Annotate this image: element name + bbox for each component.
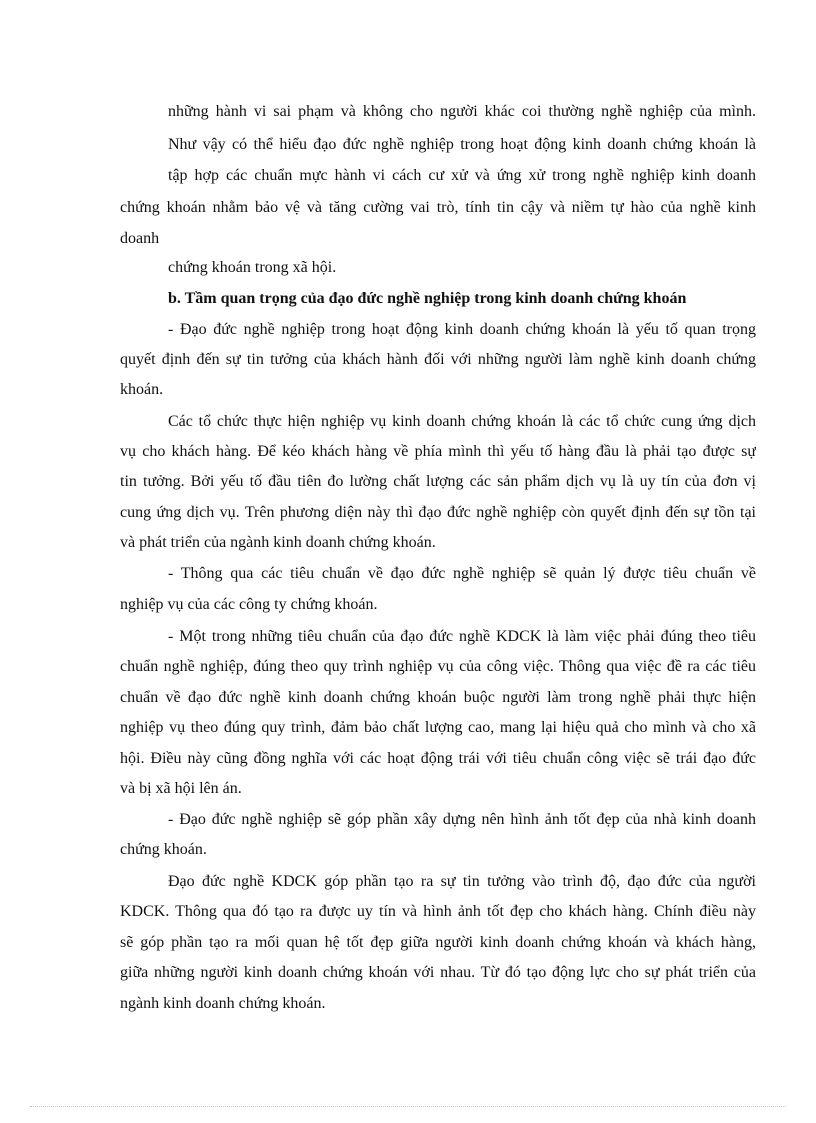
paragraph-line: KDCK. Thông qua đó tạo ra được uy tín và hình ảnh tốt đẹp cho khách hàng. Chính điều này bbox=[120, 903, 756, 920]
paragraph-line: khoán. bbox=[120, 381, 164, 398]
paragraph-line: - Đạo đức nghề nghiệp trong hoạt động kinh doanh chứng khoán là yếu tố quan trọng bbox=[168, 321, 756, 338]
paragraph-line: và phát triển của ngành kinh doanh chứng khoán. bbox=[120, 534, 436, 551]
paragraph-line: tập hợp các chuẩn mực hành vi cách cư xử và ứng xử trong nghề nghiệp kinh doanh bbox=[168, 167, 756, 184]
paragraph-line: cung ứng dịch vụ. Trên phương diện này thì đạo đức nghề nghiệp còn quyết định đến sự tồn tại bbox=[120, 504, 756, 521]
paragraph-line: Như vậy có thể hiểu đạo đức nghề nghiệp trong hoạt động kinh doanh chứng khoán là bbox=[168, 136, 756, 153]
paragraph-line: chứng khoán trong xã hội. bbox=[168, 259, 337, 276]
paragraph-line: ngành kinh doanh chứng khoán. bbox=[120, 995, 326, 1012]
paragraph-line: Đạo đức nghề KDCK góp phần tạo ra sự tin tưởng vào trình độ, đạo đức của người bbox=[168, 873, 756, 890]
paragraph-line: tin tưởng. Bởi yếu tố đầu tiên đo lường chất lượng các sản phẩm dịch vụ là uy tín của đơn vị bbox=[120, 473, 756, 490]
paragraph-line: - Thông qua các tiêu chuẩn về đạo đức nghề nghiệp sẽ quản lý được tiêu chuẩn về bbox=[168, 565, 756, 582]
paragraph-line: Các tổ chức thực hiện nghiệp vụ kinh doanh chứng khoán là các tổ chức cung ứng dịch bbox=[168, 413, 756, 430]
paragraph-line: chuẩn nghề nghiệp, đúng theo quy trình nghiệp vụ của công việc. Thông qua việc đề ra các tiêu bbox=[120, 658, 756, 675]
paragraph-line: chuẩn về đạo đức nghề kinh doanh chứng khoán buộc người làm trong nghề phải thực hiện bbox=[120, 689, 756, 706]
page-bottom-dotted-rule bbox=[30, 1106, 786, 1107]
paragraph-line: chứng khoán. bbox=[120, 841, 207, 858]
paragraph-line: hội. Điều này cũng đồng nghĩa với các hoạt động trái với tiêu chuẩn công việc sẽ trái đạo đức bbox=[120, 750, 756, 767]
paragraph-line: quyết định đến sự tin tưởng của khách hành đối với những người làm nghề kinh doanh chứng bbox=[120, 351, 756, 368]
paragraph-line: - Đạo đức nghề nghiệp sẽ góp phần xây dựng nên hình ảnh tốt đẹp của nhà kinh doanh bbox=[168, 811, 756, 828]
paragraph-line: nghiệp vụ của các công ty chứng khoán. bbox=[120, 596, 378, 613]
paragraph-line: - Một trong những tiêu chuẩn của đạo đức nghề KDCK là làm việc phải đúng theo tiêu bbox=[168, 628, 756, 645]
paragraph-line: và bị xã hội lên án. bbox=[120, 780, 242, 797]
paragraph-line: vụ cho khách hàng. Để kéo khách hàng về phía mình thì yếu tố hàng đầu là phải tạo được sự bbox=[120, 443, 756, 460]
paragraph-line: doanh bbox=[120, 230, 160, 247]
paragraph-line: giữa những người kinh doanh chứng khoán với nhau. Từ đó tạo động lực cho sự phát triển của bbox=[120, 964, 756, 981]
paragraph-line: những hành vi sai phạm và không cho người khác coi thường nghề nghiệp của mình. bbox=[168, 103, 756, 120]
paragraph-line: chứng khoán nhằm bảo vệ và tăng cường vai trò, tính tin cậy và niềm tự hào của nghề kinh bbox=[120, 199, 756, 216]
paragraph-line: nghiệp vụ theo đúng quy trình, đảm bảo chất lượng cao, mang lại hiệu quả cho mình và cho xã bbox=[120, 719, 756, 736]
paragraph-line: sẽ góp phần tạo ra mối quan hệ tốt đẹp giữa người kinh doanh chứng khoán và khách hàng, bbox=[120, 934, 756, 951]
section-heading: b. Tầm quan trọng của đạo đức nghề nghiệp trong kinh doanh chứng khoán bbox=[168, 290, 687, 307]
